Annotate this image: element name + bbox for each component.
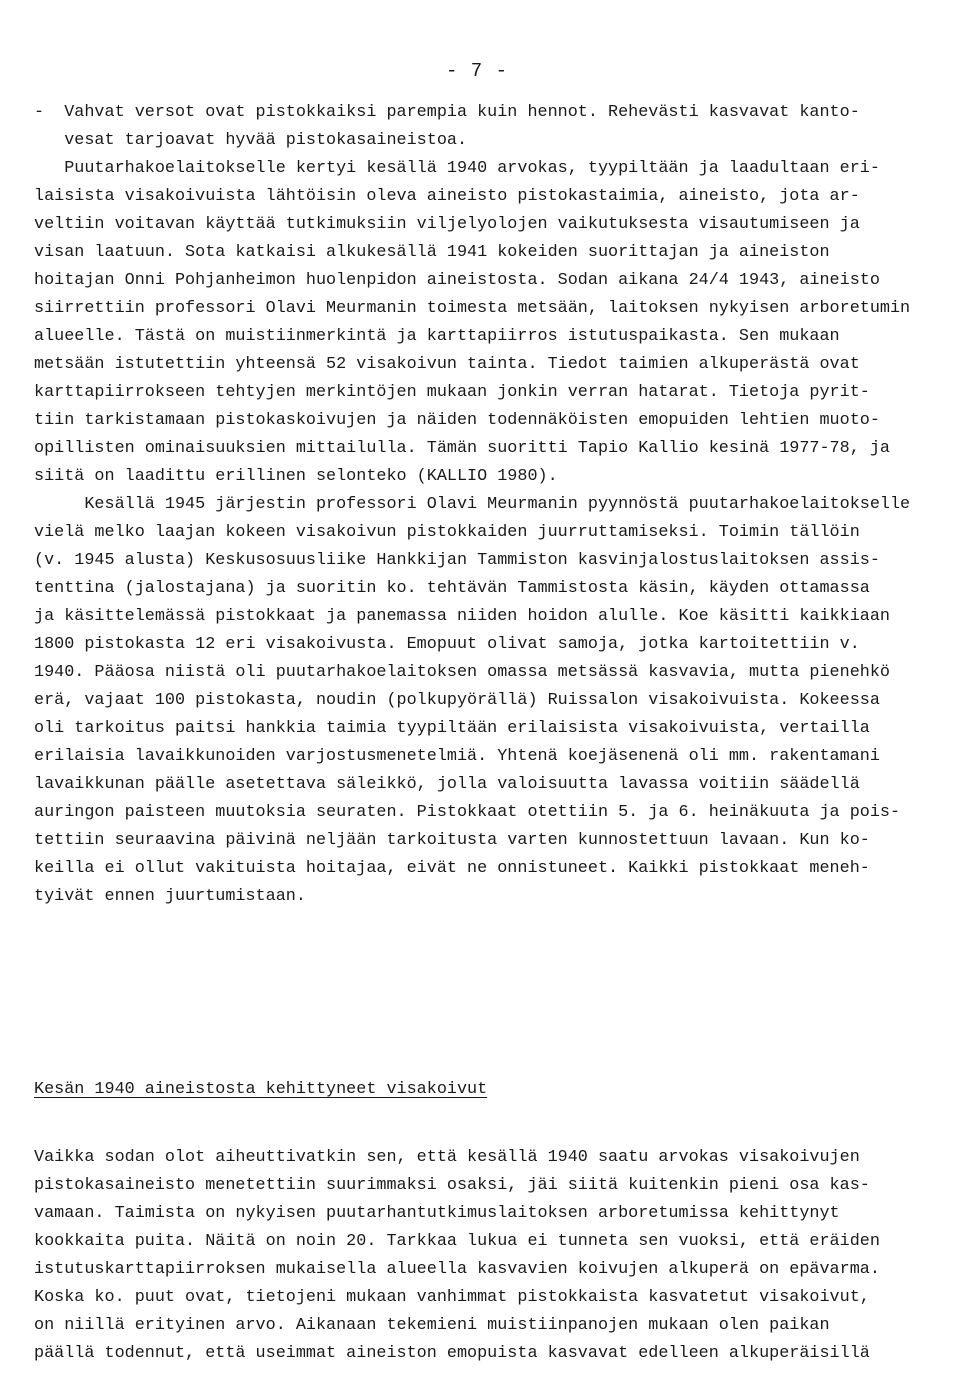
text-line: opillisten ominaisuuksien mittailulla. Tämän suoritti Tapio Kallio kesinä 1977-78, ja [34, 439, 890, 458]
text-line: visan laatuun. Sota katkaisi alkukesällä 1941 kokeiden suorittajan ja aineiston [34, 243, 830, 262]
text-line: erä, vajaat 100 pistokasta, noudin (polkupyörällä) Ruissalon visakoivuista. Kokeessa [34, 691, 880, 710]
text-line: alueelle. Tästä on muistiinmerkintä ja karttapiirros istutuspaikasta. Sen mukaan [34, 327, 840, 346]
text-line: tettiin seuraavina päivinä neljään tarkoitusta varten kunnostettuun lavaan. Kun ko- [34, 831, 870, 850]
text-line: karttapiirrokseen tehtyjen merkintöjen mukaan jonkin verran hatarat. Tietoja pyrit- [34, 383, 870, 402]
text-line: siirrettiin professori Olavi Meurmanin toimesta metsään, laitoksen nykyisen arboretumin [34, 299, 911, 318]
text-line: ja käsittelemässä pistokkaat ja panemassa niiden hoidon alulle. Koe käsitti kaikkiaan [34, 607, 890, 626]
text-line: pistokasaineisto menetettiin suurimmaksi osaksi, jäi siitä kuitenkin pieni osa kas- [34, 1176, 870, 1195]
text-line: 1940. Pääosa niistä oli puutarhakoelaitoksen omassa metsässä kasvavia, mutta pienehkö [34, 663, 890, 682]
text-line: Koska ko. puut ovat, tietojeni mukaan vanhimmat pistokkaista kasvatetut visakoivut, [34, 1288, 870, 1307]
text-line: oli tarkoitus paitsi hankkia taimia tyypiltään erilaisista visakoivuista, vertailla [34, 719, 870, 738]
text-line: vesat tarjoavat hyvää pistokasaineistoa. [34, 131, 468, 150]
section-heading: Kesän 1940 aineistosta kehittyneet visakoivut [34, 1080, 488, 1099]
text-line: lavaikkunan päälle asetettava säleikkö, jolla valoisuutta lavassa voitiin säädellä [34, 775, 860, 794]
text-line: auringon paisteen muutoksia seuraten. Pistokkaat otettiin 5. ja 6. heinäkuuta ja pois- [34, 803, 901, 822]
text-line: - Vahvat versot ovat pistokkaiksi parempia kuin hennot. Rehevästi kasvavat kanto- [34, 103, 860, 122]
text-line: veltiin voitavan käyttää tutkimuksiin viljelyolojen vaikutuksesta visautumiseen ja [34, 215, 860, 234]
text-line: tenttina (jalostajana) ja suoritin ko. tehtävän Tammistosta käsin, käyden ottamassa [34, 579, 870, 598]
text-line: (v. 1945 alusta) Keskusosuusliike Hankkijan Tammiston kasvinjalostuslaitoksen assis- [34, 551, 880, 570]
text-line: hoitajan Onni Pohjanheimon huolenpidon aineistosta. Sodan aikana 24/4 1943, aineisto [34, 271, 880, 290]
text-line: kookkaita puita. Näitä on noin 20. Tarkkaa lukua ei tunneta sen vuoksi, että eräiden [34, 1232, 880, 1251]
text-line: tiin tarkistamaan pistokaskoivujen ja näiden todennäköisten emopuiden lehtien muoto- [34, 411, 880, 430]
text-line: 1800 pistokasta 12 eri visakoivusta. Emopuut olivat samoja, jotka kartoitettiin v. [34, 635, 860, 654]
text-line: metsään istutettiin yhteensä 52 visakoivun tainta. Tiedot taimien alkuperästä ovat [34, 355, 860, 374]
text-line: Kesällä 1945 järjestin professori Olavi Meurmanin pyynnöstä puutarhakoelaitokselle [34, 495, 911, 514]
text-line: vamaan. Taimista on nykyisen puutarhantutkimuslaitoksen arboretumissa kehittynyt [34, 1204, 840, 1223]
text-line: Puutarhakoelaitokselle kertyi kesällä 1940 arvokas, tyypiltään ja laadultaan eri- [34, 159, 880, 178]
text-line: siitä on laadittu erillinen selonteko (KALLIO 1980). [34, 467, 558, 486]
page-number: - 7 - [446, 60, 509, 82]
text-line: vielä melko laajan kokeen visakoivun pistokkaiden juurruttamiseksi. Toimin tällöin [34, 523, 860, 542]
text-line: erilaisia lavaikkunoiden varjostusmenetelmiä. Yhtenä koejäsenenä oli mm. rakentamani [34, 747, 880, 766]
text-line: keilla ei ollut vakituista hoitajaa, eivät ne onnistuneet. Kaikki pistokkaat meneh- [34, 859, 870, 878]
text-line: on niillä erityinen arvo. Aikanaan tekemieni muistiinpanojen mukaan olen paikan [34, 1316, 830, 1335]
text-line: istutuskarttapiirroksen mukaisella alueella kasvavien koivujen alkuperä on epävarma. [34, 1260, 880, 1279]
text-line: päällä todennut, että useimmat aineiston emopuista kasvavat edelleen alkuperäisillä [34, 1344, 870, 1363]
text-line: tyivät ennen juurtumistaan. [34, 887, 306, 906]
text-line: laisista visakoivuista lähtöisin oleva aineisto pistokastaimia, aineisto, jota ar- [34, 187, 860, 206]
text-line: Vaikka sodan olot aiheuttivatkin sen, että kesällä 1940 saatu arvokas visakoivujen [34, 1148, 860, 1167]
